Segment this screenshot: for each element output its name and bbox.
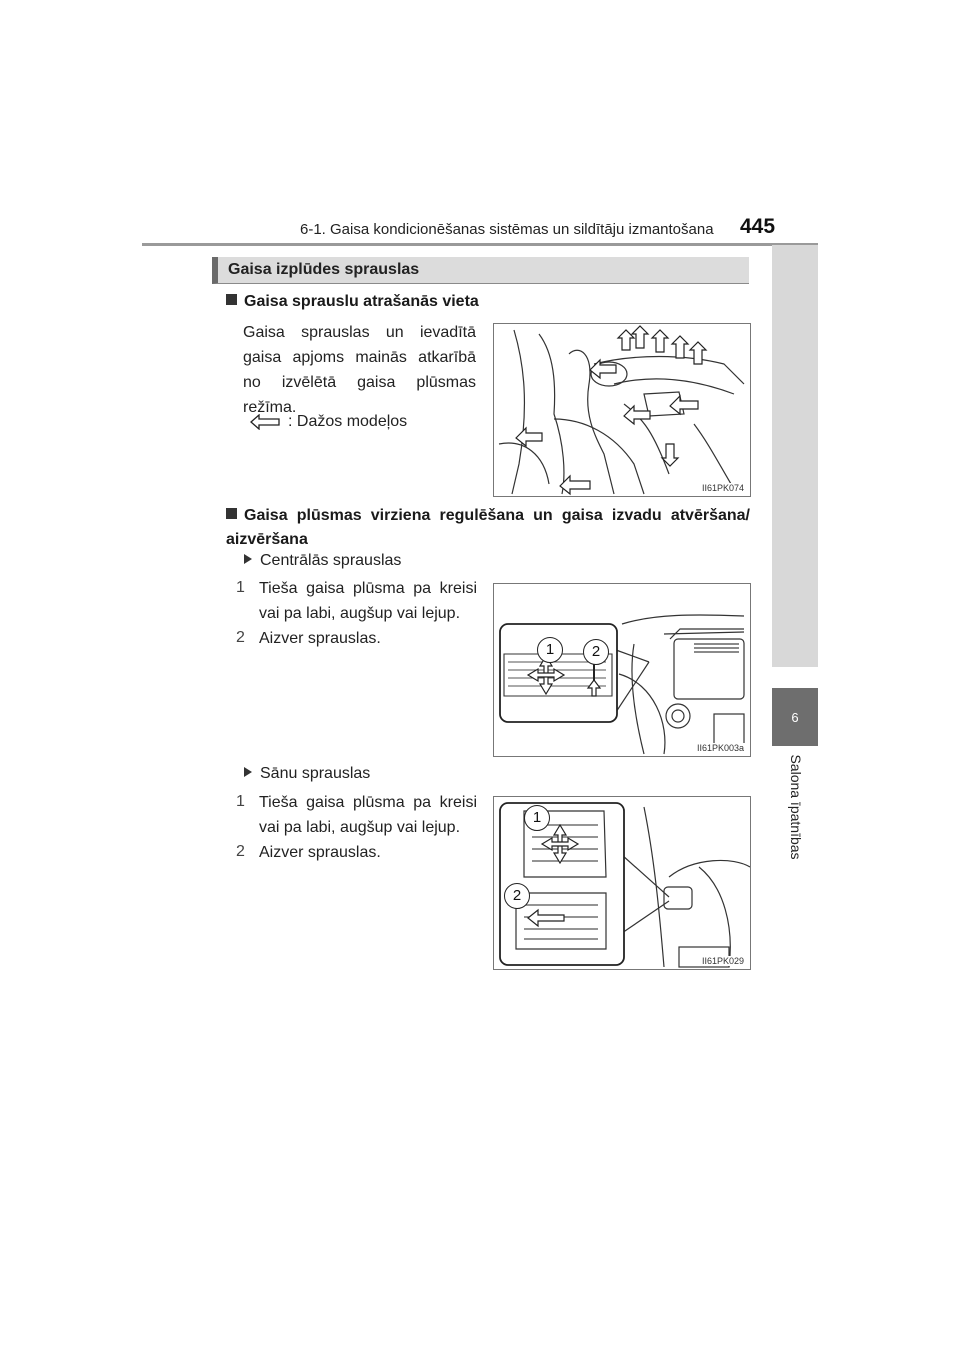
- section-title-bar: [212, 257, 749, 284]
- side-tab-band: [772, 245, 818, 667]
- center-subheading: Centrālās sprauslas: [244, 548, 401, 573]
- chapter-number: 6: [791, 709, 799, 725]
- callout-2: 2: [504, 883, 530, 909]
- square-bullet-icon: [226, 508, 237, 519]
- figure-code: II61PK029: [701, 956, 744, 966]
- item-number: 2: [236, 843, 245, 860]
- running-header: 6-1. Gaisa kondicionēšanas sistēmas un sildītāju izmantošana: [300, 221, 714, 238]
- optional-arrow-icon: [250, 414, 280, 430]
- side-vent-figure: [493, 796, 751, 970]
- callout-1: 1: [524, 805, 550, 831]
- section-title: Gaisa izplūdes sprauslas: [228, 261, 420, 278]
- center-item-1: Tieša gaisa plūsma pa kreisi vai pa labi, augšup vai lejup.: [259, 580, 477, 622]
- item-number: 2: [236, 629, 245, 646]
- figure-code: II61PK074: [701, 483, 744, 493]
- side-item-1: Tieša gaisa plūsma pa kreisi vai pa labi, augšup vai lejup.: [259, 794, 477, 836]
- location-heading: Gaisa sprauslu atrašanās vieta: [226, 293, 479, 311]
- square-bullet-icon: [226, 294, 237, 305]
- chapter-tab: [772, 688, 818, 746]
- item-number: 1: [236, 793, 245, 810]
- triangle-bullet-icon: [244, 767, 252, 777]
- triangle-bullet-icon: [244, 554, 252, 564]
- chapter-label: Salona īpatnības: [788, 754, 804, 860]
- side-subheading: Sānu sprauslas: [244, 761, 370, 786]
- center-vent-illustration: [494, 584, 750, 756]
- location-body: Gaisa sprauslas un ievadītā gaisa apjoms mainās atkarībā no izvēlētā gaisa plūsmas režīma.: [243, 324, 476, 416]
- side-item-2: Aizver sprauslas.: [259, 844, 381, 861]
- callout-2: 2: [583, 639, 609, 665]
- legend-row: : Dažos modeļos: [250, 411, 470, 433]
- header-rule: [142, 243, 818, 246]
- item-number: 1: [236, 579, 245, 596]
- vent-location-figure: [493, 323, 751, 497]
- adjust-heading: Gaisa plūsmas virziena regulēšana un gaisa izvadu atvēršana/ aizvēršana: [226, 507, 750, 548]
- figure-code: II61PK003a: [696, 743, 744, 753]
- page-number: 445: [740, 215, 776, 238]
- callout-1: 1: [537, 637, 563, 663]
- cabin-illustration: [494, 324, 750, 496]
- center-vent-figure: [493, 583, 751, 757]
- center-item-2: Aizver sprauslas.: [259, 630, 381, 647]
